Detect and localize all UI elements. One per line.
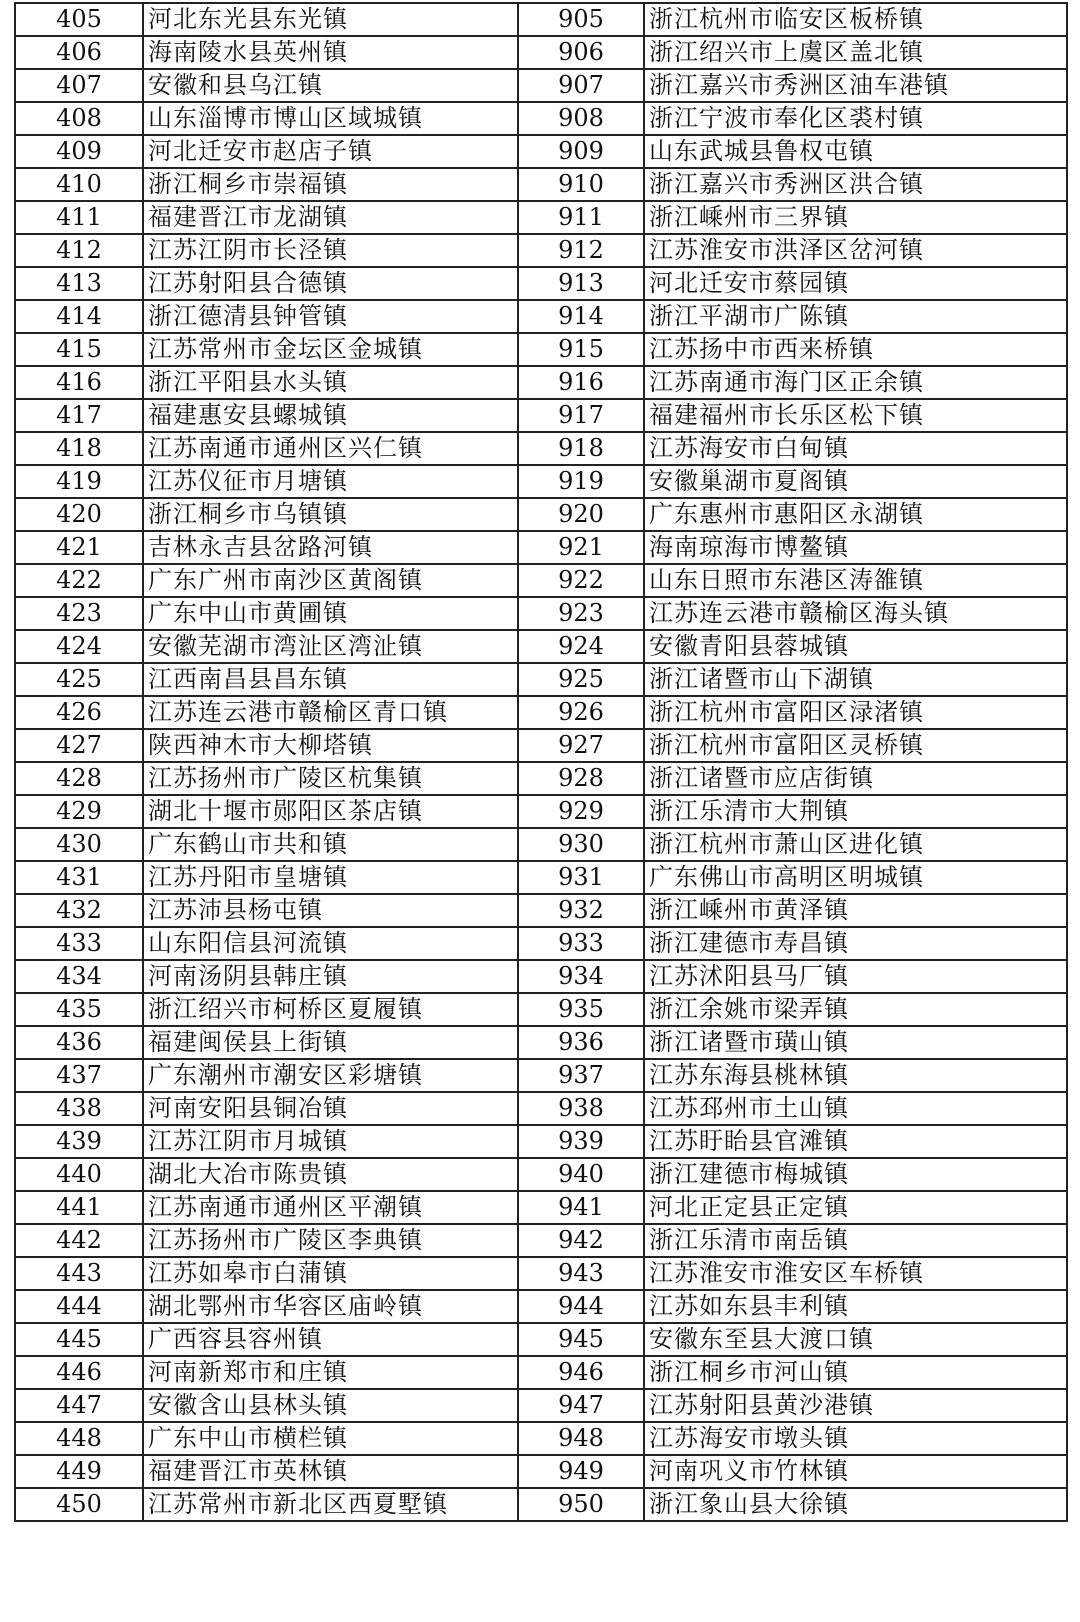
left-town-name-cell: 江苏射阳县合德镇 [143, 267, 518, 300]
left-town-name-cell: 福建晋江市龙湖镇 [143, 201, 518, 234]
right-number-cell: 927 [518, 729, 644, 762]
table-row [15, 960, 1067, 993]
left-town-name-cell: 海南陵水县英州镇 [143, 36, 518, 69]
right-number-cell: 922 [518, 564, 644, 597]
left-town-name-cell: 广西容县容州镇 [143, 1323, 518, 1356]
left-town-name-cell: 河北迁安市赵店子镇 [143, 135, 518, 168]
table-row [15, 663, 1067, 696]
right-number-cell: 926 [518, 696, 644, 729]
left-number-cell: 435 [15, 993, 143, 1026]
right-number-cell: 947 [518, 1389, 644, 1422]
right-town-name-cell: 浙江象山县大徐镇 [644, 1488, 1067, 1521]
right-number-cell: 932 [518, 894, 644, 927]
town-list-table [14, 2, 1068, 1522]
right-town-name-cell: 浙江嵊州市黄泽镇 [644, 894, 1067, 927]
left-town-name-cell: 广东广州市南沙区黄阁镇 [143, 564, 518, 597]
left-town-name-cell: 吉林永吉县岔路河镇 [143, 531, 518, 564]
left-number-cell: 437 [15, 1059, 143, 1092]
left-number-cell: 434 [15, 960, 143, 993]
left-number-cell: 433 [15, 927, 143, 960]
left-number-cell: 415 [15, 333, 143, 366]
right-number-cell: 931 [518, 861, 644, 894]
left-number-cell: 430 [15, 828, 143, 861]
left-number-cell: 439 [15, 1125, 143, 1158]
right-town-name-cell: 浙江诸暨市山下湖镇 [644, 663, 1067, 696]
right-number-cell: 919 [518, 465, 644, 498]
right-town-name-cell: 山东武城县鲁权屯镇 [644, 135, 1067, 168]
left-number-cell: 423 [15, 597, 143, 630]
right-number-cell: 917 [518, 399, 644, 432]
left-town-name-cell: 安徽含山县林头镇 [143, 1389, 518, 1422]
left-number-cell: 406 [15, 36, 143, 69]
left-number-cell: 422 [15, 564, 143, 597]
right-number-cell: 938 [518, 1092, 644, 1125]
left-number-cell: 438 [15, 1092, 143, 1125]
table-row [15, 366, 1067, 399]
left-town-name-cell: 江苏常州市新北区西夏墅镇 [143, 1488, 518, 1521]
town-list-body [15, 3, 1067, 1521]
left-number-cell: 446 [15, 1356, 143, 1389]
right-number-cell: 921 [518, 531, 644, 564]
left-number-cell: 428 [15, 762, 143, 795]
right-town-name-cell: 河北正定县正定镇 [644, 1191, 1067, 1224]
left-town-name-cell: 江苏南通市通州区兴仁镇 [143, 432, 518, 465]
left-town-name-cell: 江苏扬州市广陵区李典镇 [143, 1224, 518, 1257]
right-town-name-cell: 浙江诸暨市应店街镇 [644, 762, 1067, 795]
right-town-name-cell: 山东日照市东港区涛雒镇 [644, 564, 1067, 597]
table-row [15, 1158, 1067, 1191]
right-number-cell: 918 [518, 432, 644, 465]
right-town-name-cell: 浙江嘉兴市秀洲区油车港镇 [644, 69, 1067, 102]
right-number-cell: 925 [518, 663, 644, 696]
table-row [15, 498, 1067, 531]
table-row [15, 861, 1067, 894]
left-town-name-cell: 福建惠安县螺城镇 [143, 399, 518, 432]
left-number-cell: 447 [15, 1389, 143, 1422]
table-row [15, 795, 1067, 828]
left-town-name-cell: 江苏仪征市月塘镇 [143, 465, 518, 498]
right-number-cell: 929 [518, 795, 644, 828]
left-town-name-cell: 江西南昌县昌东镇 [143, 663, 518, 696]
right-town-name-cell: 浙江杭州市富阳区渌渚镇 [644, 696, 1067, 729]
right-number-cell: 924 [518, 630, 644, 663]
right-number-cell: 935 [518, 993, 644, 1026]
right-town-name-cell: 江苏南通市海门区正余镇 [644, 366, 1067, 399]
right-town-name-cell: 江苏邳州市土山镇 [644, 1092, 1067, 1125]
right-town-name-cell: 浙江桐乡市河山镇 [644, 1356, 1067, 1389]
left-town-name-cell: 河南安阳县铜冶镇 [143, 1092, 518, 1125]
table-row [15, 432, 1067, 465]
left-number-cell: 424 [15, 630, 143, 663]
table-row [15, 1389, 1067, 1422]
right-town-name-cell: 河南巩义市竹林镇 [644, 1455, 1067, 1488]
left-number-cell: 448 [15, 1422, 143, 1455]
right-town-name-cell: 江苏东海县桃林镇 [644, 1059, 1067, 1092]
right-number-cell: 939 [518, 1125, 644, 1158]
left-town-name-cell: 河南新郑市和庄镇 [143, 1356, 518, 1389]
left-number-cell: 431 [15, 861, 143, 894]
table-row [15, 729, 1067, 762]
left-number-cell: 432 [15, 894, 143, 927]
left-number-cell: 449 [15, 1455, 143, 1488]
right-number-cell: 930 [518, 828, 644, 861]
right-number-cell: 914 [518, 300, 644, 333]
table-row [15, 135, 1067, 168]
left-number-cell: 425 [15, 663, 143, 696]
right-number-cell: 909 [518, 135, 644, 168]
left-town-name-cell: 江苏扬州市广陵区杭集镇 [143, 762, 518, 795]
right-number-cell: 928 [518, 762, 644, 795]
right-number-cell: 941 [518, 1191, 644, 1224]
left-number-cell: 412 [15, 234, 143, 267]
left-town-name-cell: 江苏沛县杨屯镇 [143, 894, 518, 927]
right-number-cell: 923 [518, 597, 644, 630]
left-town-name-cell: 浙江平阳县水头镇 [143, 366, 518, 399]
right-town-name-cell: 浙江嘉兴市秀洲区洪合镇 [644, 168, 1067, 201]
left-number-cell: 417 [15, 399, 143, 432]
right-number-cell: 912 [518, 234, 644, 267]
right-town-name-cell: 河北迁安市蔡园镇 [644, 267, 1067, 300]
left-number-cell: 445 [15, 1323, 143, 1356]
right-town-name-cell: 江苏扬中市西来桥镇 [644, 333, 1067, 366]
left-town-name-cell: 安徽芜湖市湾沚区湾沚镇 [143, 630, 518, 663]
left-town-name-cell: 福建晋江市英林镇 [143, 1455, 518, 1488]
table-row [15, 3, 1067, 36]
table-row [15, 1323, 1067, 1356]
table-row [15, 1455, 1067, 1488]
right-number-cell: 942 [518, 1224, 644, 1257]
left-number-cell: 442 [15, 1224, 143, 1257]
right-town-name-cell: 江苏射阳县黄沙港镇 [644, 1389, 1067, 1422]
left-town-name-cell: 湖北十堰市郧阳区茶店镇 [143, 795, 518, 828]
right-number-cell: 945 [518, 1323, 644, 1356]
table-row [15, 168, 1067, 201]
right-town-name-cell: 浙江嵊州市三界镇 [644, 201, 1067, 234]
right-town-name-cell: 浙江建德市寿昌镇 [644, 927, 1067, 960]
left-town-name-cell: 河南汤阴县韩庄镇 [143, 960, 518, 993]
left-number-cell: 409 [15, 135, 143, 168]
right-number-cell: 949 [518, 1455, 644, 1488]
table-row [15, 1092, 1067, 1125]
right-number-cell: 911 [518, 201, 644, 234]
left-number-cell: 444 [15, 1290, 143, 1323]
left-town-name-cell: 山东阳信县河流镇 [143, 927, 518, 960]
right-town-name-cell: 浙江余姚市梁弄镇 [644, 993, 1067, 1026]
right-town-name-cell: 浙江乐清市大荆镇 [644, 795, 1067, 828]
table-row [15, 267, 1067, 300]
left-number-cell: 416 [15, 366, 143, 399]
right-town-name-cell: 海南琼海市博鳌镇 [644, 531, 1067, 564]
right-number-cell: 908 [518, 102, 644, 135]
right-town-name-cell: 江苏连云港市赣榆区海头镇 [644, 597, 1067, 630]
right-number-cell: 934 [518, 960, 644, 993]
left-town-name-cell: 江苏江阴市长泾镇 [143, 234, 518, 267]
left-town-name-cell: 江苏连云港市赣榆区青口镇 [143, 696, 518, 729]
right-number-cell: 944 [518, 1290, 644, 1323]
right-town-name-cell: 浙江杭州市萧山区进化镇 [644, 828, 1067, 861]
table-row [15, 1059, 1067, 1092]
left-number-cell: 420 [15, 498, 143, 531]
right-town-name-cell: 广东惠州市惠阳区永湖镇 [644, 498, 1067, 531]
table-row [15, 1224, 1067, 1257]
left-town-name-cell: 广东中山市黄圃镇 [143, 597, 518, 630]
table-row [15, 399, 1067, 432]
right-town-name-cell: 浙江建德市梅城镇 [644, 1158, 1067, 1191]
right-town-name-cell: 广东佛山市高明区明城镇 [644, 861, 1067, 894]
left-number-cell: 419 [15, 465, 143, 498]
left-number-cell: 410 [15, 168, 143, 201]
right-number-cell: 933 [518, 927, 644, 960]
table-row [15, 1488, 1067, 1521]
table-row [15, 927, 1067, 960]
left-number-cell: 426 [15, 696, 143, 729]
table-row [15, 1026, 1067, 1059]
table-row [15, 696, 1067, 729]
left-number-cell: 427 [15, 729, 143, 762]
table-row [15, 630, 1067, 663]
table-row [15, 1191, 1067, 1224]
right-number-cell: 937 [518, 1059, 644, 1092]
right-town-name-cell: 浙江绍兴市上虞区盖北镇 [644, 36, 1067, 69]
right-town-name-cell: 浙江诸暨市璜山镇 [644, 1026, 1067, 1059]
table-row [15, 762, 1067, 795]
table-row [15, 465, 1067, 498]
table-row [15, 894, 1067, 927]
left-town-name-cell: 广东中山市横栏镇 [143, 1422, 518, 1455]
left-town-name-cell: 安徽和县乌江镇 [143, 69, 518, 102]
table-row [15, 102, 1067, 135]
right-number-cell: 943 [518, 1257, 644, 1290]
left-number-cell: 418 [15, 432, 143, 465]
right-number-cell: 950 [518, 1488, 644, 1521]
left-town-name-cell: 福建闽侯县上街镇 [143, 1026, 518, 1059]
table-row [15, 201, 1067, 234]
left-number-cell: 408 [15, 102, 143, 135]
left-town-name-cell: 陕西神木市大柳塔镇 [143, 729, 518, 762]
right-town-name-cell: 安徽东至县大渡口镇 [644, 1323, 1067, 1356]
right-town-name-cell: 江苏海安市白甸镇 [644, 432, 1067, 465]
table-row [15, 69, 1067, 102]
left-town-name-cell: 江苏如皋市白蒲镇 [143, 1257, 518, 1290]
table-row [15, 1257, 1067, 1290]
left-town-name-cell: 江苏南通市通州区平潮镇 [143, 1191, 518, 1224]
left-town-name-cell: 江苏江阴市月城镇 [143, 1125, 518, 1158]
left-number-cell: 429 [15, 795, 143, 828]
right-number-cell: 920 [518, 498, 644, 531]
left-town-name-cell: 江苏丹阳市皇塘镇 [143, 861, 518, 894]
right-town-name-cell: 浙江平湖市广陈镇 [644, 300, 1067, 333]
left-town-name-cell: 河北东光县东光镇 [143, 3, 518, 36]
table-row [15, 828, 1067, 861]
table-row [15, 1125, 1067, 1158]
left-town-name-cell: 江苏常州市金坛区金城镇 [143, 333, 518, 366]
left-town-name-cell: 浙江绍兴市柯桥区夏履镇 [143, 993, 518, 1026]
right-number-cell: 913 [518, 267, 644, 300]
right-number-cell: 948 [518, 1422, 644, 1455]
left-number-cell: 413 [15, 267, 143, 300]
left-town-name-cell: 浙江桐乡市崇福镇 [143, 168, 518, 201]
left-town-name-cell: 湖北大冶市陈贵镇 [143, 1158, 518, 1191]
right-town-name-cell: 江苏淮安市淮安区车桥镇 [644, 1257, 1067, 1290]
table-row [15, 234, 1067, 267]
table-row [15, 300, 1067, 333]
right-number-cell: 940 [518, 1158, 644, 1191]
right-town-name-cell: 江苏盱眙县官滩镇 [644, 1125, 1067, 1158]
table-row [15, 1290, 1067, 1323]
table-row [15, 333, 1067, 366]
left-town-name-cell: 山东淄博市博山区域城镇 [143, 102, 518, 135]
table-row [15, 564, 1067, 597]
right-town-name-cell: 浙江乐清市南岳镇 [644, 1224, 1067, 1257]
right-number-cell: 910 [518, 168, 644, 201]
left-number-cell: 440 [15, 1158, 143, 1191]
right-number-cell: 916 [518, 366, 644, 399]
right-town-name-cell: 江苏淮安市洪泽区岔河镇 [644, 234, 1067, 267]
right-town-name-cell: 安徽青阳县蓉城镇 [644, 630, 1067, 663]
right-town-name-cell: 江苏海安市墩头镇 [644, 1422, 1067, 1455]
right-town-name-cell: 浙江杭州市富阳区灵桥镇 [644, 729, 1067, 762]
right-town-name-cell: 浙江宁波市奉化区裘村镇 [644, 102, 1067, 135]
left-number-cell: 407 [15, 69, 143, 102]
right-town-name-cell: 浙江杭州市临安区板桥镇 [644, 3, 1067, 36]
right-number-cell: 946 [518, 1356, 644, 1389]
left-town-name-cell: 广东鹤山市共和镇 [143, 828, 518, 861]
table-row [15, 531, 1067, 564]
right-number-cell: 905 [518, 3, 644, 36]
right-town-name-cell: 安徽巢湖市夏阁镇 [644, 465, 1067, 498]
table-row [15, 1422, 1067, 1455]
right-town-name-cell: 江苏沭阳县马厂镇 [644, 960, 1067, 993]
left-number-cell: 450 [15, 1488, 143, 1521]
right-number-cell: 915 [518, 333, 644, 366]
left-town-name-cell: 浙江德清县钟管镇 [143, 300, 518, 333]
left-number-cell: 443 [15, 1257, 143, 1290]
left-number-cell: 414 [15, 300, 143, 333]
left-town-name-cell: 湖北鄂州市华容区庙岭镇 [143, 1290, 518, 1323]
left-town-name-cell: 浙江桐乡市乌镇镇 [143, 498, 518, 531]
left-number-cell: 421 [15, 531, 143, 564]
table-row [15, 993, 1067, 1026]
table-row [15, 36, 1067, 69]
right-number-cell: 907 [518, 69, 644, 102]
right-number-cell: 906 [518, 36, 644, 69]
left-town-name-cell: 广东潮州市潮安区彩塘镇 [143, 1059, 518, 1092]
table-row [15, 1356, 1067, 1389]
right-town-name-cell: 福建福州市长乐区松下镇 [644, 399, 1067, 432]
left-number-cell: 436 [15, 1026, 143, 1059]
left-number-cell: 405 [15, 3, 143, 36]
left-number-cell: 441 [15, 1191, 143, 1224]
right-town-name-cell: 江苏如东县丰利镇 [644, 1290, 1067, 1323]
left-number-cell: 411 [15, 201, 143, 234]
table-row [15, 597, 1067, 630]
right-number-cell: 936 [518, 1026, 644, 1059]
